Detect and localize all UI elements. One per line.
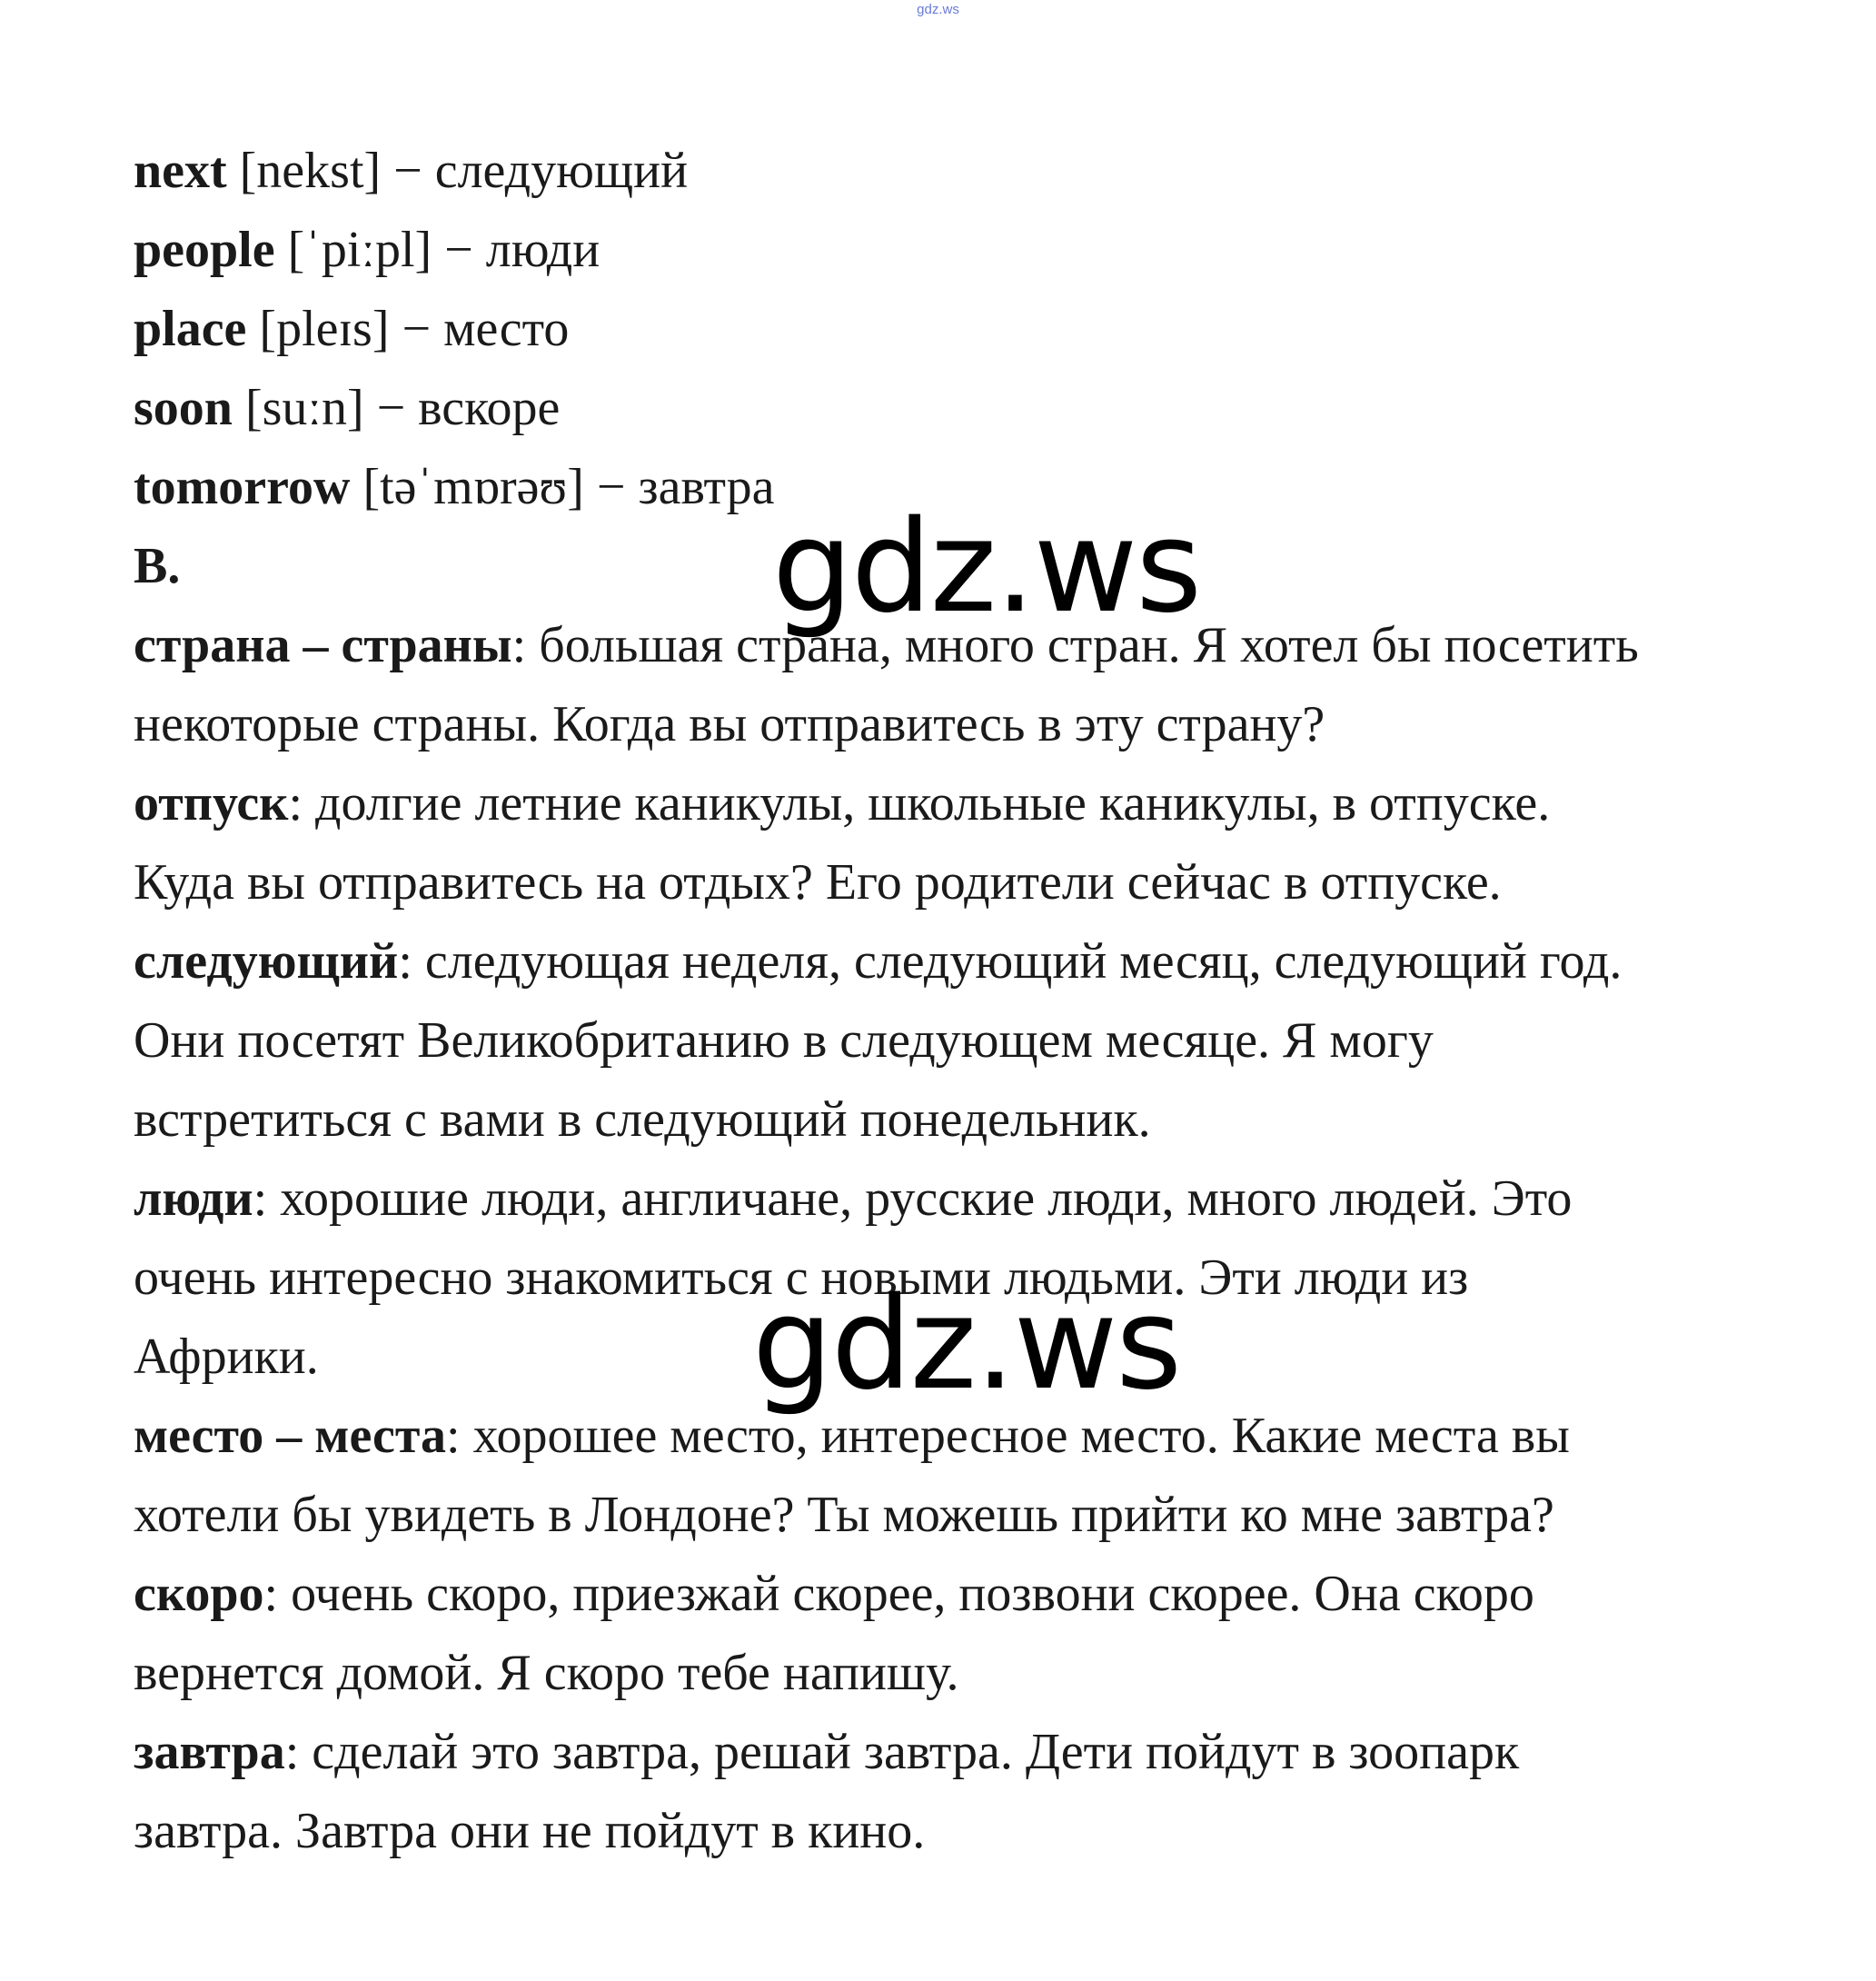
entry-text: : хорошее место, интересное место. Какие места вы [446,1408,1570,1464]
vocab-word: place [134,301,247,357]
entry-text: : долгие летние каникулы, школьные каникулы, в отпуске. [288,775,1551,831]
entry-text: встретиться с вами в следующий понедельник. [134,1091,1151,1148]
vocab-word: next [134,143,227,199]
entry-text: : большая страна, много стран. Я хотел бы посетить [511,617,1639,673]
vocab-entry [134,132,1769,211]
vocab-definition: [nekst] − следующий [226,143,689,199]
section-label: B. [134,538,181,594]
entry-term: следующий [134,933,399,990]
entry-text: : очень скоро, приезжай скорее, позвони скорее. Она скоро [263,1566,1534,1622]
text-line [134,685,1769,764]
vocab-definition: [ˈpiːpl] − люди [274,222,601,278]
watermark: gdz.ws [772,493,1201,642]
text-line [134,1160,1769,1239]
text-line [134,1080,1769,1160]
entry-text: : хорошие люди, англичане, русские люди, много людей. Это [253,1170,1573,1227]
text-line [134,843,1769,922]
entry-text: вернется домой. Я скоро тебе напишу. [134,1645,959,1701]
entry-term: отпуск [134,775,289,831]
text-line [134,922,1769,1001]
text-line [134,1001,1769,1080]
entry-text: завтра. Завтра они не пойдут в кино. [134,1803,926,1859]
entry-text: : следующая неделя, следующий месяц, следующий год. [398,933,1623,990]
text-line [134,1634,1769,1713]
text-line [134,1555,1769,1634]
text-line [134,1476,1769,1555]
vocab-entry [134,290,1769,369]
entry-text: Куда вы отправитесь на отдых? Его родители сейчас в отпуске. [134,854,1502,911]
vocab-word: soon [134,380,233,436]
page-content [134,132,1769,1871]
entry-term: завтра [134,1724,285,1780]
watermark: gdz.ws [752,1270,1181,1419]
vocab-entry [134,211,1769,290]
vocab-definition: [suːn] − вскоре [232,380,561,436]
entry-text: некоторые страны. Когда вы отправитесь в эту страну? [134,696,1325,752]
vocab-definition: [pleɪs] − место [246,301,570,357]
site-mark: gdz.ws [917,2,959,17]
vocab-definition: [təˈmɒrəʊ] − завтра [350,459,775,515]
entry-term: люди [134,1170,253,1227]
entry-term: страна – страны [134,617,512,673]
entry-text: Африки. [134,1329,319,1385]
vocab-entry [134,369,1769,448]
text-line [134,1792,1769,1871]
entry-term: место – места [134,1408,447,1464]
entry-text: Они посетят Великобританию в следующем месяце. Я могу [134,1012,1434,1069]
entry-text: хотели бы увидеть в Лондоне? Ты можешь прийти ко мне завтра? [134,1487,1554,1543]
text-line [134,764,1769,843]
entry-text: : сделай это завтра, решай завтра. Дети пойдут в зоопарк [284,1724,1520,1780]
text-line [134,1713,1769,1792]
vocab-word: tomorrow [134,459,351,515]
vocab-word: people [134,222,275,278]
entry-text: очень интересно знакомиться с новыми людьми. Эти люди из [134,1249,1469,1306]
entry-term: скоро [134,1566,264,1622]
